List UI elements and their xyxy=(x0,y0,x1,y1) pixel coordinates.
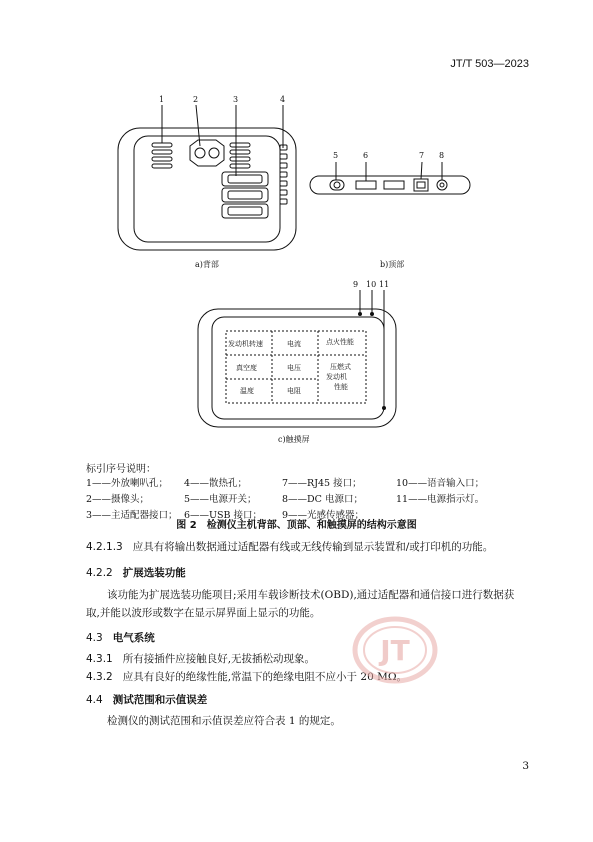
legend-item: 9——光感传感器； xyxy=(282,510,365,521)
callout-6: 6 xyxy=(363,151,369,160)
section-title: 电气系统 xyxy=(112,632,155,644)
callout-5: 5 xyxy=(333,151,339,160)
callout-1: 1 xyxy=(159,95,165,104)
section-title: 扩展选装功能 xyxy=(122,567,186,579)
speaker-holes-left xyxy=(152,143,172,168)
callout-7: 7 xyxy=(419,151,425,160)
cell-resistance: 电阻 xyxy=(287,387,301,395)
clause-number: 4.3.2 xyxy=(86,671,113,683)
clause-text: 应具有将输出数据通过适配器有线或无线传输到显示装置和/或打印机的功能。 xyxy=(132,541,494,553)
legend-row xyxy=(86,492,506,508)
callout-10: 10 xyxy=(366,280,377,289)
legend-item: 10——语音输入口； xyxy=(396,478,485,489)
legend-item: 3——主适配器接口； xyxy=(86,510,178,521)
cell-current: 电流 xyxy=(287,340,301,348)
legend-item: 5——电源开关； xyxy=(184,494,257,505)
cooling-vents xyxy=(280,145,287,204)
callout-11: 11 xyxy=(379,280,390,289)
back-view xyxy=(118,105,296,250)
clause-text: 应具有良好的绝缘性能,常温下的绝缘电阻不应小于 20 MΩ。 xyxy=(122,671,408,683)
heading-4-3 xyxy=(86,630,155,645)
cell-compression-l1: 压燃式 xyxy=(330,363,351,371)
clause-text: 所有接插件应接触良好,无拔插松动现象。 xyxy=(122,653,316,665)
camera xyxy=(190,140,224,166)
sub-c-label: c)触摸屏 xyxy=(278,435,310,444)
clause-number: 4.2.1.3 xyxy=(86,541,123,553)
adapter-port-2 xyxy=(222,188,268,202)
legend-title: 标引序号说明： xyxy=(86,464,156,475)
legend-item: 11——电源指示灯。 xyxy=(396,494,485,505)
section-number: 4.3 xyxy=(86,632,103,644)
sub-b-label: b)顶部 xyxy=(380,260,405,269)
callout-2: 2 xyxy=(193,95,199,104)
legend-item: 2——摄像头； xyxy=(86,494,150,505)
power-switch xyxy=(330,180,344,190)
clause-4-3-1 xyxy=(86,650,315,668)
cell-compression-l3: 性能 xyxy=(334,383,348,391)
legend-item: 1——外放喇叭孔； xyxy=(86,478,169,489)
legend-item: 4——散热孔； xyxy=(184,478,248,489)
adapter-port-3 xyxy=(222,204,268,218)
top-view xyxy=(310,162,470,194)
cell-engine-speed: 发动机转速 xyxy=(228,340,263,348)
sub-a-label: a)背部 xyxy=(195,260,219,269)
paragraph-4-4: 检测仪的测试范围和示值误差应符合表 1 的规定。 xyxy=(107,715,341,727)
paragraph-4-2-2: 该功能为扩展选装功能项目;采用车载诊断技术(OBD),通过适配器和通信接口进行数据获取,并能以波形或数字在显示屏界面上显示的功能。 xyxy=(86,589,515,619)
adapter-port-1 xyxy=(222,172,268,186)
top-callouts xyxy=(333,151,444,160)
cell-vacuum: 真空度 xyxy=(236,364,257,372)
legend-row xyxy=(86,476,506,492)
callout-3: 3 xyxy=(233,95,239,104)
speaker-holes-right xyxy=(230,143,250,168)
figure-caption: 图 2 检测仪主机背部、顶部、和触摸屏的结构示意图 xyxy=(176,520,417,531)
usb-port-1 xyxy=(356,181,376,189)
svg-text:JT: JT xyxy=(380,634,410,667)
clause-4-2-1-3 xyxy=(86,538,536,556)
callout-9: 9 xyxy=(353,280,359,289)
callout-8: 8 xyxy=(439,151,445,160)
cell-ignition: 点火性能 xyxy=(326,338,354,346)
legend-item: 6——USB 接口； xyxy=(184,510,263,521)
touchscreen-view xyxy=(198,290,396,427)
legend-item: 7——RJ45 接口； xyxy=(282,478,362,489)
standard-id: JT/T 503—2023 xyxy=(450,58,529,70)
section-number: 4.2.2 xyxy=(86,567,113,579)
jt-watermark-logo xyxy=(350,615,440,685)
clause-number: 4.3.1 xyxy=(86,653,113,665)
legend-item: 8——DC 电源口； xyxy=(282,494,363,505)
usb-port-2 xyxy=(384,181,404,189)
cell-compression-l2: 发动机 xyxy=(326,373,347,381)
screen-cells xyxy=(228,337,354,395)
rj45-port xyxy=(414,179,428,191)
heading-4-4 xyxy=(86,692,207,707)
section-number: 4.4 xyxy=(86,694,103,706)
dc-port xyxy=(437,180,447,190)
section-title: 测试范围和示值误差 xyxy=(112,694,208,706)
heading-4-2-2 xyxy=(86,565,186,580)
page-number: 3 xyxy=(522,760,529,772)
cell-voltage: 电压 xyxy=(287,364,301,372)
back-callouts xyxy=(159,95,285,104)
screen-callouts xyxy=(353,280,389,289)
callout-4: 4 xyxy=(280,95,286,104)
cell-temperature: 温度 xyxy=(240,387,254,395)
